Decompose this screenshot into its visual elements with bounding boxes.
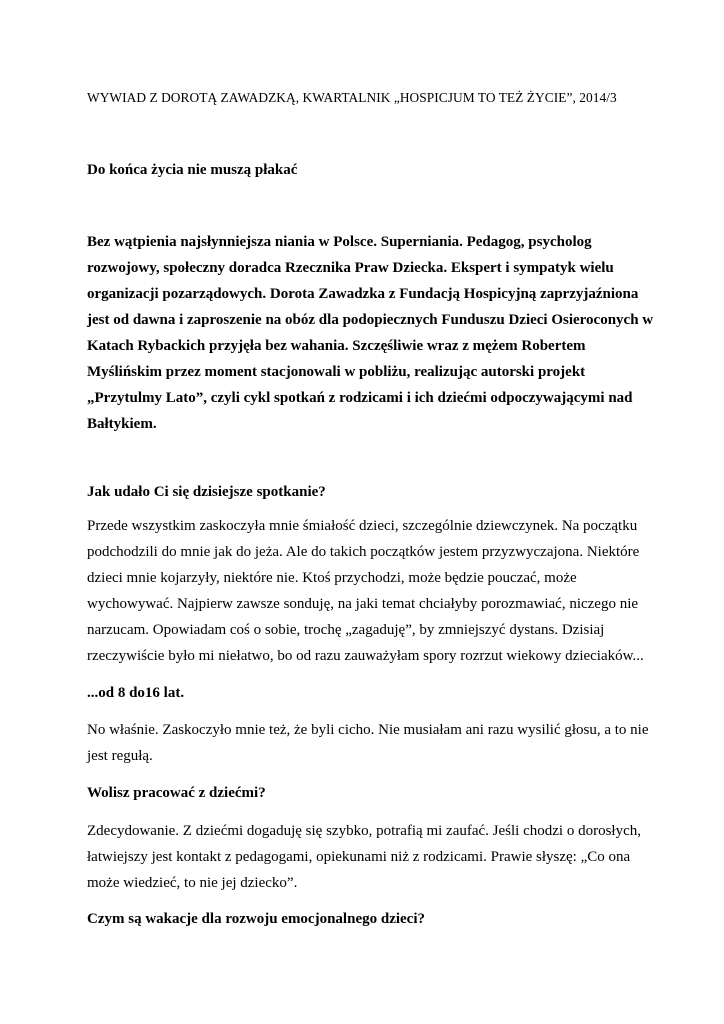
answer-line: może wiedzieć, to nie jej dziecko”. [87,875,298,891]
question-4: Czym są wakacje dla rozwoju emocjonalnego dzieci? [87,911,425,927]
question-3: Wolisz pracować z dziećmi? [87,785,266,801]
answer-line: podchodzili do mnie jak do jeża. Ale do takich początków jestem przyzwyczajona. Niektóre [87,544,640,560]
lead-line: „Przytulmy Lato”, czyli cykl spotkań z rodzicami i ich dziećmi odpoczywającymi nad [87,390,633,406]
answer-line: łatwiejszy jest kontakt z pedagogami, opiekunami niż z rodzicami. Prawie słyszę: „Co ona [87,849,631,865]
lead-line: organizacji pozarządowych. Dorota Zawadzka z Fundacją Hospicyjną zaprzyjaźniona [87,286,639,302]
lead-line: Myślińskim przez moment stacjonowali w pobliżu, realizując autorski projekt [87,364,586,380]
lead-line: Katach Rybackich przyjęła bez wahania. Szczęśliwie wraz z mężem Robertem [87,338,586,354]
lead-line: rozwojowy, społeczny doradca Rzecznika Praw Dziecka. Ekspert i sympatyk wielu [87,260,614,276]
lead-line: jest od dawna i zaproszenie na obóz dla podopiecznych Funduszu Dzieci Osieroconych w [87,312,654,328]
answer-line: narzucam. Opowiadam coś o sobie, trochę „zagaduję”, by zmniejszyć dystans. Dzisiaj [87,622,605,638]
lead-line: Bez wątpienia najsłynniejsza niania w Polsce. Superniania. Pedagog, psycholog [87,234,592,250]
lead-line: Bałtykiem. [87,416,157,432]
answer-line: No właśnie. Zaskoczyło mnie też, że byli cicho. Nie musiałam ani razu wysilić głosu, a to nie [87,722,649,738]
answer-3 [87,818,643,896]
answer-line: dzieci mnie kojarzyły, niektóre nie. Ktoś przychodzi, może będzie pouczać, może [87,570,577,586]
answer-2 [87,717,649,769]
question-1: Jak udało Ci się dzisiejsze spotkanie? [87,484,326,500]
answer-line: wychowywać. Najpierw zawsze sonduję, na jaki temat chciałyby porozmawiać, niczego nie [87,596,639,612]
answer-line: Zdecydowanie. Z dziećmi dogaduję się szybko, potrafią mi zaufać. Jeśli chodzi o dorosłych, [87,823,641,839]
answer-line: jest regułą. [87,748,153,764]
answer-line: Przede wszystkim zaskoczyła mnie śmiałość dzieci, szczególnie dziewczynek. Na początku [87,518,638,534]
document-title: Do końca życia nie muszą płakać [87,162,298,178]
lead-paragraph [87,229,654,437]
document-header: WYWIAD Z DOROTĄ ZAWADZKĄ, KWARTALNIK „HOSPICJUM TO TEŻ ŻYCIE”, 2014/3 [87,90,617,105]
answer-1 [87,513,643,669]
answer-line: rzeczywiście było mi niełatwo, bo od razu zauważyłam spory rozrzut wiekowy dzieciaków... [87,648,644,664]
question-2: ...od 8 do16 lat. [87,685,185,701]
